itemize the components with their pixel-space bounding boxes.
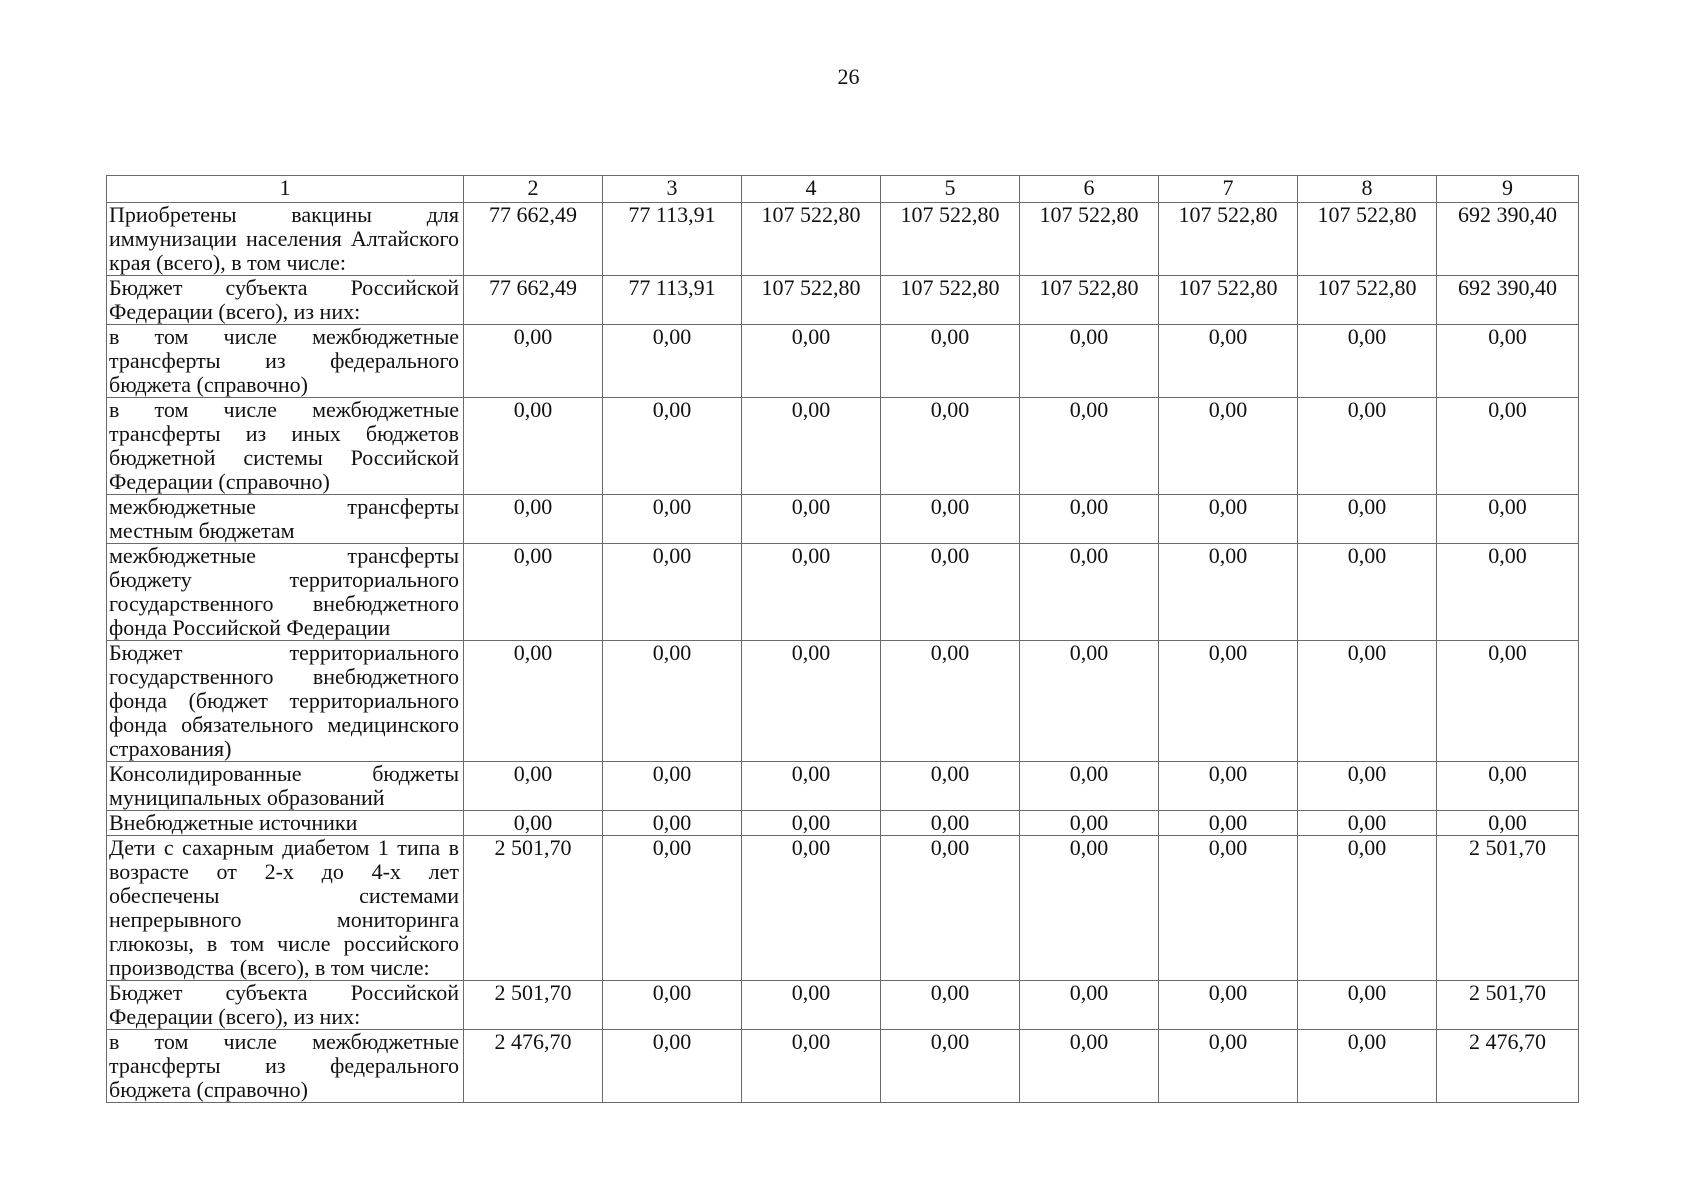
table-cell-value: 0,00 bbox=[1159, 495, 1298, 544]
table-cell-value: 0,00 bbox=[464, 811, 603, 836]
row-label: Бюджет субъекта Российской Федерации (всего), из них: bbox=[107, 276, 464, 325]
row-label: Бюджет субъекта Российской Федерации (всего), из них: bbox=[107, 981, 464, 1030]
budget-table bbox=[106, 175, 1579, 1103]
table-cell-value: 2 501,70 bbox=[464, 981, 603, 1030]
row-label: Консолидированные бюджеты муниципальных образований bbox=[107, 762, 464, 811]
row-label: межбюджетные трансферты местным бюджетам bbox=[107, 495, 464, 544]
table-cell-value: 0,00 bbox=[1020, 325, 1159, 398]
table-cell-value: 0,00 bbox=[881, 398, 1020, 495]
table-cell-value: 0,00 bbox=[742, 836, 881, 981]
table-cell-value: 0,00 bbox=[1159, 398, 1298, 495]
table-cell-value: 0,00 bbox=[881, 836, 1020, 981]
table-cell-value: 0,00 bbox=[1298, 981, 1437, 1030]
table-cell-value: 0,00 bbox=[603, 641, 742, 762]
table-cell-value: 77 662,49 bbox=[464, 203, 603, 276]
table-cell-value: 0,00 bbox=[464, 495, 603, 544]
table-cell-value: 692 390,40 bbox=[1437, 203, 1579, 276]
table-cell-value: 0,00 bbox=[881, 495, 1020, 544]
table-cell-value: 0,00 bbox=[1020, 544, 1159, 641]
table-cell-value: 2 476,70 bbox=[464, 1030, 603, 1103]
table-cell-value: 0,00 bbox=[1020, 495, 1159, 544]
table-cell-value: 0,00 bbox=[1159, 836, 1298, 981]
table-cell-value: 0,00 bbox=[1020, 762, 1159, 811]
table-cell-value: 0,00 bbox=[1437, 762, 1579, 811]
table-cell-value: 107 522,80 bbox=[1020, 203, 1159, 276]
table-cell-value: 0,00 bbox=[603, 811, 742, 836]
table-cell-value: 0,00 bbox=[881, 981, 1020, 1030]
table-cell-value: 0,00 bbox=[1298, 398, 1437, 495]
table-cell-value: 0,00 bbox=[1298, 641, 1437, 762]
table-cell-value: 0,00 bbox=[603, 762, 742, 811]
table-cell-value: 0,00 bbox=[1437, 641, 1579, 762]
table-cell-value: 0,00 bbox=[1437, 811, 1579, 836]
column-header: 1 bbox=[107, 176, 464, 203]
table-cell-value: 0,00 bbox=[1159, 1030, 1298, 1103]
table-cell-value: 0,00 bbox=[881, 325, 1020, 398]
column-header: 7 bbox=[1159, 176, 1298, 203]
table-row bbox=[107, 544, 1579, 641]
table-cell-value: 2 501,70 bbox=[1437, 836, 1579, 981]
table-header-row bbox=[107, 176, 1579, 203]
table-cell-value: 107 522,80 bbox=[1298, 203, 1437, 276]
table-cell-value: 0,00 bbox=[1159, 981, 1298, 1030]
table-cell-value: 107 522,80 bbox=[1020, 276, 1159, 325]
table-row bbox=[107, 398, 1579, 495]
table-cell-value: 0,00 bbox=[881, 762, 1020, 811]
table-cell-value: 0,00 bbox=[1020, 1030, 1159, 1103]
column-header: 8 bbox=[1298, 176, 1437, 203]
table-cell-value: 0,00 bbox=[1159, 325, 1298, 398]
table-cell-value: 0,00 bbox=[742, 495, 881, 544]
table-cell-value: 107 522,80 bbox=[1159, 203, 1298, 276]
table-cell-value: 0,00 bbox=[464, 544, 603, 641]
table-cell-value: 107 522,80 bbox=[742, 276, 881, 325]
table-cell-value: 2 501,70 bbox=[464, 836, 603, 981]
table-cell-value: 0,00 bbox=[603, 325, 742, 398]
table-cell-value: 0,00 bbox=[1020, 641, 1159, 762]
table-cell-value: 0,00 bbox=[881, 1030, 1020, 1103]
table-cell-value: 77 113,91 bbox=[603, 203, 742, 276]
table-cell-value: 0,00 bbox=[1159, 641, 1298, 762]
row-label: в том числе межбюджетные трансферты из федерального бюджета (справочно) bbox=[107, 1030, 464, 1103]
table-cell-value: 0,00 bbox=[603, 836, 742, 981]
table-cell-value: 0,00 bbox=[464, 641, 603, 762]
table-cell-value: 0,00 bbox=[1159, 811, 1298, 836]
row-label: Внебюджетные источники bbox=[107, 811, 464, 836]
table-row bbox=[107, 981, 1579, 1030]
table-cell-value: 107 522,80 bbox=[881, 276, 1020, 325]
table-cell-value: 0,00 bbox=[1020, 836, 1159, 981]
table-cell-value: 0,00 bbox=[881, 811, 1020, 836]
table-cell-value: 0,00 bbox=[1020, 398, 1159, 495]
row-label: в том числе межбюджетные трансферты из иных бюджетов бюджетной системы Российской Федерации (справочно) bbox=[107, 398, 464, 495]
table-cell-value: 0,00 bbox=[1437, 398, 1579, 495]
table-cell-value: 0,00 bbox=[742, 641, 881, 762]
table-cell-value: 0,00 bbox=[1298, 1030, 1437, 1103]
table-cell-value: 0,00 bbox=[603, 544, 742, 641]
table-cell-value: 0,00 bbox=[1159, 544, 1298, 641]
table-cell-value: 0,00 bbox=[1020, 811, 1159, 836]
row-label: Приобретены вакцины для иммунизации населения Алтайского края (всего), в том числе: bbox=[107, 203, 464, 276]
table-cell-value: 0,00 bbox=[1298, 762, 1437, 811]
table-cell-value: 0,00 bbox=[464, 762, 603, 811]
table-cell-value: 0,00 bbox=[742, 981, 881, 1030]
table-cell-value: 0,00 bbox=[1437, 495, 1579, 544]
table-cell-value: 0,00 bbox=[742, 325, 881, 398]
table-cell-value: 2 501,70 bbox=[1437, 981, 1579, 1030]
table-row bbox=[107, 495, 1579, 544]
table-cell-value: 107 522,80 bbox=[1298, 276, 1437, 325]
table-cell-value: 0,00 bbox=[1298, 811, 1437, 836]
table-cell-value: 0,00 bbox=[464, 398, 603, 495]
table-cell-value: 0,00 bbox=[742, 811, 881, 836]
column-header: 2 bbox=[464, 176, 603, 203]
table-cell-value: 107 522,80 bbox=[1159, 276, 1298, 325]
table-cell-value: 107 522,80 bbox=[742, 203, 881, 276]
row-label: межбюджетные трансферты бюджету территориального государственного внебюджетного фонда Российской Федерации bbox=[107, 544, 464, 641]
table-row bbox=[107, 1030, 1579, 1103]
table-cell-value: 692 390,40 bbox=[1437, 276, 1579, 325]
table-cell-value: 0,00 bbox=[603, 1030, 742, 1103]
table-cell-value: 0,00 bbox=[1298, 495, 1437, 544]
table-cell-value: 77 662,49 bbox=[464, 276, 603, 325]
table-cell-value: 0,00 bbox=[881, 641, 1020, 762]
table-row bbox=[107, 811, 1579, 836]
row-label: Бюджет территориального государственного внебюджетного фонда (бюджет территориального фонда обязательного медицинского страхования) bbox=[107, 641, 464, 762]
table-cell-value: 0,00 bbox=[742, 762, 881, 811]
table-cell-value: 0,00 bbox=[1159, 762, 1298, 811]
table-row bbox=[107, 836, 1579, 981]
column-header: 6 bbox=[1020, 176, 1159, 203]
page-number: 26 bbox=[837, 64, 860, 89]
table-row bbox=[107, 762, 1579, 811]
table-cell-value: 107 522,80 bbox=[881, 203, 1020, 276]
table-cell-value: 0,00 bbox=[603, 981, 742, 1030]
table-cell-value: 0,00 bbox=[1020, 981, 1159, 1030]
table-cell-value: 0,00 bbox=[742, 1030, 881, 1103]
table-cell-value: 0,00 bbox=[881, 544, 1020, 641]
row-label: Дети с сахарным диабетом 1 типа в возрасте от 2-х до 4-х лет обеспечены системами непрерывного мониторинга глюкозы, в том числе российского производства (всего), в том числе: bbox=[107, 836, 464, 981]
table-cell-value: 0,00 bbox=[1298, 544, 1437, 641]
table-cell-value: 0,00 bbox=[1437, 544, 1579, 641]
row-label: в том числе межбюджетные трансферты из федерального бюджета (справочно) bbox=[107, 325, 464, 398]
table-cell-value: 0,00 bbox=[603, 398, 742, 495]
table-row bbox=[107, 203, 1579, 276]
table-cell-value: 0,00 bbox=[603, 495, 742, 544]
table-cell-value: 0,00 bbox=[742, 398, 881, 495]
table-cell-value: 0,00 bbox=[742, 544, 881, 641]
column-header: 5 bbox=[881, 176, 1020, 203]
table-body bbox=[107, 203, 1579, 1103]
column-header: 4 bbox=[742, 176, 881, 203]
table-row bbox=[107, 641, 1579, 762]
table-cell-value: 0,00 bbox=[1298, 836, 1437, 981]
column-header: 9 bbox=[1437, 176, 1579, 203]
table-cell-value: 0,00 bbox=[1437, 325, 1579, 398]
table-row bbox=[107, 276, 1579, 325]
column-header: 3 bbox=[603, 176, 742, 203]
table-cell-value: 2 476,70 bbox=[1437, 1030, 1579, 1103]
table-row bbox=[107, 325, 1579, 398]
table-cell-value: 77 113,91 bbox=[603, 276, 742, 325]
table-cell-value: 0,00 bbox=[1298, 325, 1437, 398]
table-cell-value: 0,00 bbox=[464, 325, 603, 398]
